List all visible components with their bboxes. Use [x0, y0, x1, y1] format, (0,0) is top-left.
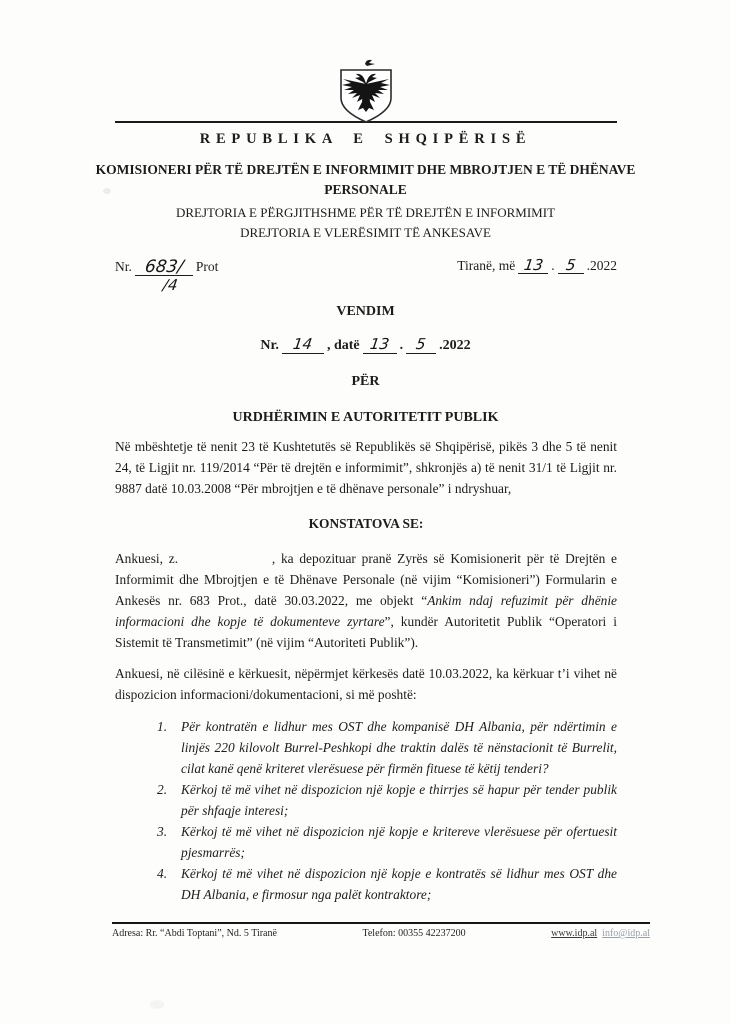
protocol-number-blank: [135, 258, 193, 276]
decision-month-blank: [406, 337, 436, 354]
list-item: [157, 716, 617, 779]
item-number: 3.: [157, 824, 168, 839]
date-day-handwritten: 13: [522, 256, 545, 274]
decision-title-block: [0, 303, 731, 427]
protocol-prot-label: Prot: [195, 259, 219, 274]
decision-heading: VENDIM: [336, 304, 395, 319]
date-year-printed: .2022: [586, 258, 617, 273]
protocol-suffix-handwritten: /4: [161, 276, 179, 294]
request-list: [115, 716, 617, 905]
protocol-number-handwritten: 683/: [143, 257, 185, 277]
date-month-blank: [558, 258, 584, 274]
document-header: [0, 131, 731, 242]
decision-year-printed: .2022: [439, 338, 471, 353]
decision-subject: URDHËRIMIN E AUTORITETIT PUBLIK: [232, 410, 499, 425]
decision-dot-separator: .: [399, 338, 404, 353]
konstatova-heading: KONSTATOVA SE:: [308, 516, 424, 531]
list-item: [157, 779, 617, 821]
footer-email-link[interactable]: info@idp.al: [602, 928, 650, 939]
institution-name: KOMISIONERI PËR TË DREJTËN E INFORMIMIT DHE MBROJTJEN E TË DHËNAVE PERSONALE: [95, 162, 636, 197]
date-month-handwritten: 5: [564, 256, 577, 274]
footer-links: [551, 928, 650, 939]
directorate-complaints: DREJTORIA E VLERËSIMIT TË ANKESAVE: [240, 224, 491, 240]
item-number: 2.: [157, 782, 168, 797]
republic-title: REPUBLIKA E SHQIPËRISË: [199, 131, 532, 147]
date-day-blank: [518, 258, 548, 274]
item-number: 4.: [157, 866, 168, 881]
protocol-nr-label: Nr.: [115, 259, 132, 274]
item-text: Kërkoj të më vihet në dispozicion një kopje e kritereve vlerësuese për ofertuesit pjesmarrës;: [181, 824, 617, 860]
scan-smudge: [150, 1000, 164, 1009]
protocol-number-block: [115, 258, 218, 294]
request-paragraph: Ankuesi, në cilësinë e kërkuesit, nëpërmjet kërkesës datë 10.03.2022, ka kërkuar t’i vihet në dispozicion informacioni/dokumentacioni, si më poshtë:: [115, 666, 617, 702]
item-text: Për kontratën e lidhur mes OST dhe kompanisë DH Albania, për ndërtimin e linjës 220 kilovolt Burrel-Peshkopi dhe traktin dalës të nënstacionit të Burrelit, cilat kanë qenë kriteret vlerësuese për firmën fituese të këtij tenderi?: [181, 719, 617, 776]
directorate-information: DREJTORIA E PËRGJITHSHME PËR TË DREJTËN E INFORMIMIT: [175, 205, 556, 220]
footer-website-link[interactable]: www.idp.al: [551, 928, 598, 939]
decision-number-line: [0, 337, 731, 355]
decision-number-handwritten: 14: [292, 335, 314, 353]
decision-number-blank: [282, 337, 324, 354]
decision-nr-label: Nr.: [260, 338, 279, 353]
decision-date-label: , datë: [326, 338, 360, 353]
date-dot-separator: .: [551, 258, 555, 273]
item-text: Kërkoj të më vihet në dispozicion një kopje e kontratës së lidhur mes OST dhe DH Albania, e firmosur nga palët kontraktore;: [181, 866, 617, 902]
decision-day-blank: [363, 337, 397, 354]
city-date-label: Tiranë, më: [457, 258, 516, 273]
complaint-paragraph: Ankuesi, z. , ka depozituar pranë Zyrës së Komisionerit për të Drejtën e Informimit dhe Mbrojtjen e të Dhënave Personale (në vijim “Komisioneri”) Formularin e Ankesës nr. 683 Prot., datë 30.03.2022, me objekt “Ankim ndaj refuzimit për dhënie informacioni dhe kopje të dokumenteve zyrtare”, kundër Autoritetit Publik “Operatori i Sistemit të Transmetimit” (në vijim “Autoriteti Publik”).: [115, 551, 617, 650]
protocol-row: [115, 258, 617, 294]
decision-day-handwritten: 13: [368, 335, 391, 353]
per-label: PËR: [351, 374, 380, 389]
document-body: [115, 436, 617, 905]
list-item: [157, 821, 617, 863]
item-number: 1.: [157, 719, 168, 734]
albania-eagle-emblem-icon: [334, 58, 398, 133]
footer-address: Adresa: Rr. “Abdi Toptani”, Nd. 5 Tiranë: [112, 928, 277, 939]
legal-basis-paragraph: Në mbështetje të nenit 23 të Kushtetutës së Republikës së Shqipërisë, pikës 3 dhe 5 të nenit 24, të Ligjit nr. 119/2014 “Për të drejtën e informimit”, shkronjës a) të nenit 31/1 të Ligjit nr. 9887 datë 10.03.2008 “Për mbrojtjen e të dhënave personale” i ndryshuar,: [115, 439, 617, 496]
decision-month-handwritten: 5: [415, 335, 428, 353]
city-date-block: [457, 258, 617, 294]
footer-phone: Telefon: 00355 42237200: [362, 928, 466, 939]
list-item: [157, 863, 617, 905]
document-footer: [112, 922, 650, 939]
item-text: Kërkoj të më vihet në dispozicion një kopje e thirrjes së hapur për tender publik për shfaqje interesi;: [181, 782, 617, 818]
protocol-suffix: [163, 276, 218, 294]
